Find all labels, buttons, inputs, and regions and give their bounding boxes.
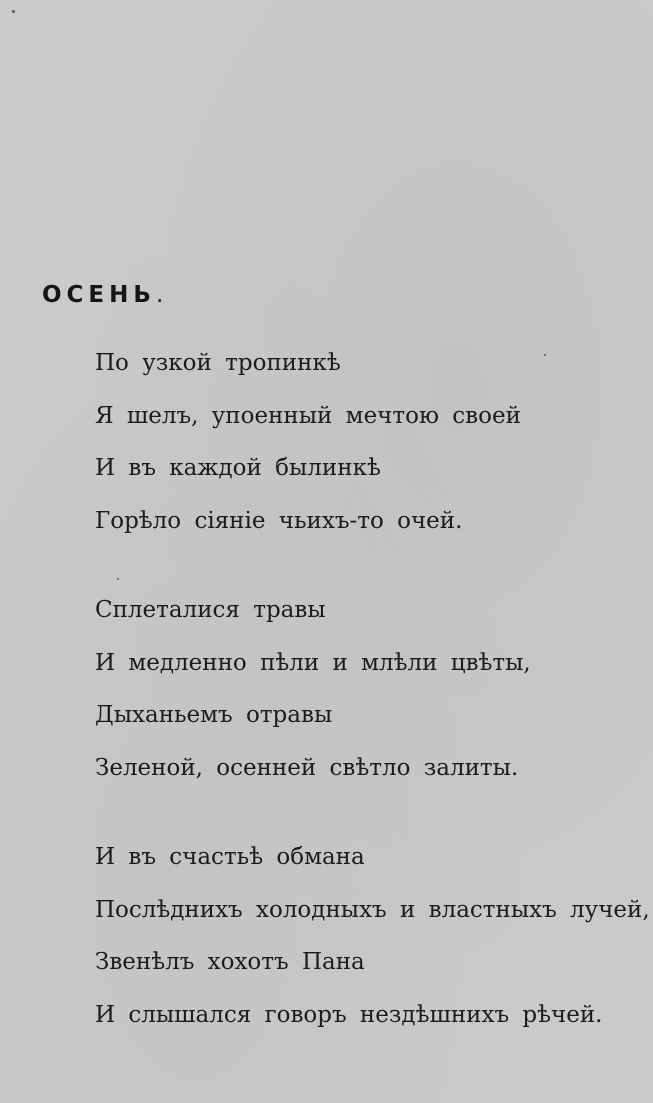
poem-title-text: ОСЕНЬ <box>42 282 156 308</box>
verse-line: Я шелъ, упоенный мечтою своей <box>95 402 521 429</box>
verse-line: Послѣднихъ холодныхъ и властныхъ лучей, <box>95 896 650 923</box>
verse-line: По узкой тропинкѣ <box>95 350 341 376</box>
stanza-2 <box>95 595 531 805</box>
ink-speck <box>544 354 546 356</box>
ink-speck <box>117 578 119 580</box>
poem-title <box>42 282 163 308</box>
verse-line: Горѣло сіяніе чьихъ-то очей. <box>95 507 463 534</box>
verse-line: Звенѣлъ хохотъ Пана <box>95 949 365 975</box>
stanza-3 <box>95 842 650 1052</box>
verse-line: Сплеталися травы <box>95 597 326 623</box>
poem-title-punct: . <box>155 282 164 308</box>
verse-line: И въ каждой былинкѣ <box>95 455 381 481</box>
verse-line: Зеленой, осенней свѣтло залиты. <box>95 754 519 781</box>
ink-speck <box>12 10 15 13</box>
verse-line: Дыханьемъ отравы <box>95 702 333 728</box>
verse-line: И медленно пѣли и млѣли цвѣты, <box>95 649 531 676</box>
stanza-1 <box>95 348 521 558</box>
verse-line: И слышался говоръ нездѣшнихъ рѣчей. <box>95 1001 603 1028</box>
verse-line: И въ счастьѣ обмана <box>95 844 365 870</box>
